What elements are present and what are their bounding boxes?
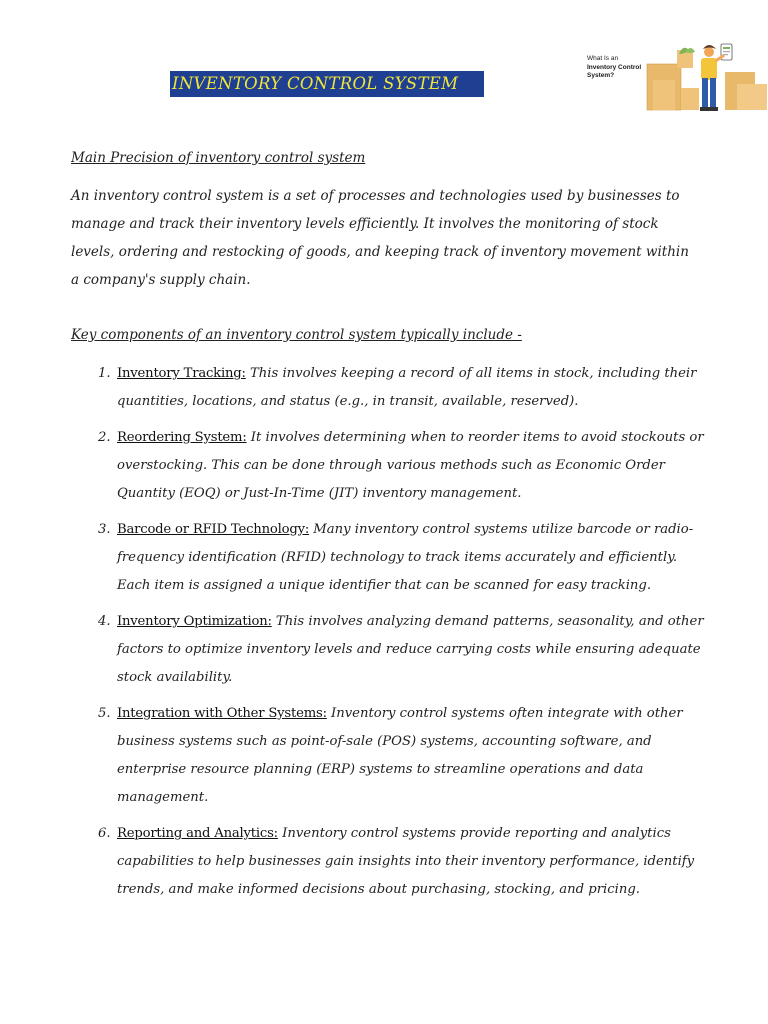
caption-line-1: What Is an [587, 55, 619, 62]
caption-line-3: System? [587, 72, 615, 79]
list-item-term: Reordering System: [117, 430, 247, 445]
caption-line-2: Inventory Control [587, 63, 642, 71]
inventory-illustration [585, 40, 768, 112]
components-list [98, 360, 708, 912]
list-item [98, 820, 708, 904]
list-item-text: Inventory control systems provide reporting and analytics capabilities to help businesses gain insights into their inventory performance, identify trends, and make informed decisions about purchasing, stocking, and pricing. [117, 826, 695, 897]
list-item-text: This involves analyzing demand patterns, seasonality, and other factors to optimize inventory levels and reduce carrying costs while ensuring adequate stock availability. [117, 614, 704, 685]
intro-paragraph: An inventory control system is a set of processes and technologies used by businesses to manage and track their inventory levels efficiently. It involves the monitoring of stock levels, ordering and restocking of goods, and keeping track of inventory movement within a company's supply chain. [71, 188, 689, 288]
list-item-number: 1. [98, 366, 111, 381]
list-item [98, 360, 708, 416]
list-item-number: 3. [98, 522, 111, 537]
section-heading-main-precision: Main Precision of inventory control system [71, 150, 366, 166]
list-item-text: It involves determining when to reorder items to avoid stockouts or overstocking. This can be done through various methods such as Economic Order Quantity (EOQ) or Just-In-Time (JIT) inventory management. [117, 430, 704, 501]
list-item [98, 424, 708, 508]
list-item-term: Barcode or RFID Technology: [117, 522, 310, 537]
list-item-text: Many inventory control systems utilize barcode or radio-frequency identification (RFID) technology to track items accurately and efficiently. Each item is assigned a unique identifier that can be scanned for easy tracking. [117, 522, 694, 593]
list-item-term: Integration with Other Systems: [117, 706, 327, 721]
list-item [98, 608, 708, 692]
list-item-term: Inventory Optimization: [117, 614, 272, 629]
list-item-term: Reporting and Analytics: [117, 826, 278, 841]
warehouse-worker-icon [641, 40, 768, 112]
list-item-term: Inventory Tracking: [117, 366, 246, 381]
list-item-number: 6. [98, 826, 111, 841]
document-title: INVENTORY CONTROL SYSTEM [170, 71, 484, 97]
list-item-number: 2. [98, 430, 111, 445]
list-item-number: 5. [98, 706, 111, 721]
list-item [98, 516, 708, 600]
list-item-number: 4. [98, 614, 111, 629]
list-item [98, 700, 708, 812]
list-item-text: This involves keeping a record of all items in stock, including their quantities, locations, and status (e.g., in transit, available, reserved). [117, 366, 697, 409]
list-item-text: Inventory control systems often integrate with other business systems such as point-of-sale (POS) systems, accounting software, and enterprise resource planning (ERP) systems to streamline operations and data management. [117, 706, 683, 805]
section-heading-key-components: Key components of an inventory control system typically include - [71, 327, 522, 343]
